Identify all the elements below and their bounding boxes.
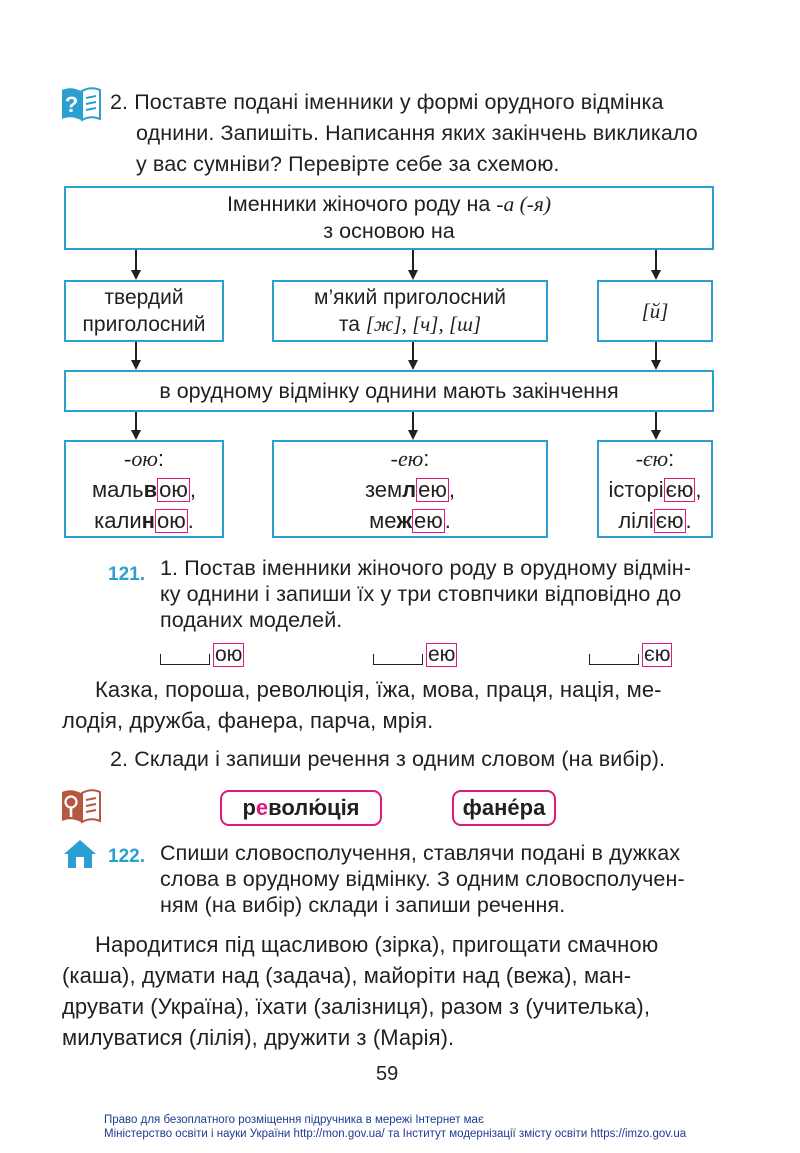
ex122-text-line4: милуватися (лілія), дружити з (Марія). [62,1025,455,1050]
arrow-line [135,342,137,362]
vocab-word-fanera: фане́ра [452,790,556,826]
svg-text:?: ? [64,92,79,117]
arrow-head [408,360,418,370]
root-mark [373,654,423,665]
page-number: 59 [376,1063,399,1085]
task2-line3: у вас сумніви? Перевірте себе за схемою. [136,152,560,176]
arrow-line [655,412,657,432]
footer-line2: Міністерство освіти і науки України http://mon.gov.ua/ та Інститут модернізації змісту освіти https://imzo.gov.ua [104,1128,687,1140]
arrow-line [655,342,657,362]
arrow-head [131,430,141,440]
ex121-task2: 2. Склади і запиши речення з одним словом (на вибір). [110,747,666,771]
model-eiu: ею [373,643,457,667]
arrow-head [131,360,141,370]
ex122-line1: Спиши словосполучення, ставлячи подані в дужках [160,841,681,865]
task2-line2: однини. Запишіть. Написання яких закінчень викликало [136,121,698,145]
arrow-head [651,270,661,280]
home-icon [62,838,98,870]
ending-yeiu-box: -єю: історією, лілією. [597,440,713,538]
yot-box: [й] [597,280,713,342]
ex121-line2: ку однини і запиши їх у три стовпчики відповідно до [160,582,682,606]
ending-eiu-box: -ею: землею, межею. [272,440,548,538]
vocab-word-revolution: р е волю́ція [220,790,382,826]
ending-oiu-box: -ою: мальвою, калиною. [64,440,224,538]
model-yeiu: єю [589,643,672,667]
ex121-words-line2: лодія, дружба, фанера, парча, мрія. [62,708,434,733]
exercise-121-number: 121. [108,564,145,585]
ex121-line3: поданих моделей. [160,608,343,632]
ex122-text-line1: Народитися під щасливою (зірка), пригощати смачною [95,932,659,957]
arrow-head [408,270,418,280]
arrow-head [651,430,661,440]
arrow-head [131,270,141,280]
arrow-line [412,412,414,432]
magnifier-book-icon [60,788,102,824]
exercise-122-number: 122. [108,846,145,867]
ex121-line1: 1. Постав іменники жіночого роду в орудному відмін- [160,556,692,580]
ex122-line2: слова в орудному відмінку. З одним словосполучен- [160,867,685,891]
footer-line1: Право для безоплатного розміщення підручника в мережі Інтернет має [104,1114,484,1126]
model-oiu: ою [160,643,244,667]
root-mark [160,654,210,665]
root-mark [589,654,639,665]
scheme-top-box: Іменники жіночого роду на -а (-я) з основою на [64,186,714,250]
arrow-line [655,250,657,272]
middle-box: в орудному відмінку однини мають закінчення [64,370,714,412]
arrow-line [135,412,137,432]
arrow-line [135,250,137,272]
arrow-head [408,430,418,440]
arrow-line [412,250,414,272]
soft-consonant-box: м’який приголосний та [ж], [ч], [ш] [272,280,548,342]
arrow-line [412,342,414,362]
task2-line1: 2. Поставте подані іменники у формі орудного відмінка [110,90,664,114]
hard-consonant-box: твердий приголосний [64,280,224,342]
ex121-words-line1: Казка, пороша, революція, їжа, мова, праця, нація, ме- [95,677,662,702]
question-book-icon [60,86,102,122]
ex122-text-line3: друвати (Україна), їхати (залізниця), разом з (учителька), [62,994,651,1019]
arrow-head [651,360,661,370]
ex122-line3: ням (на вибір) склади і запиши речення. [160,893,566,917]
ex122-text-line2: (каша), думати над (задача), майоріти над (вежа), ман- [62,963,632,988]
